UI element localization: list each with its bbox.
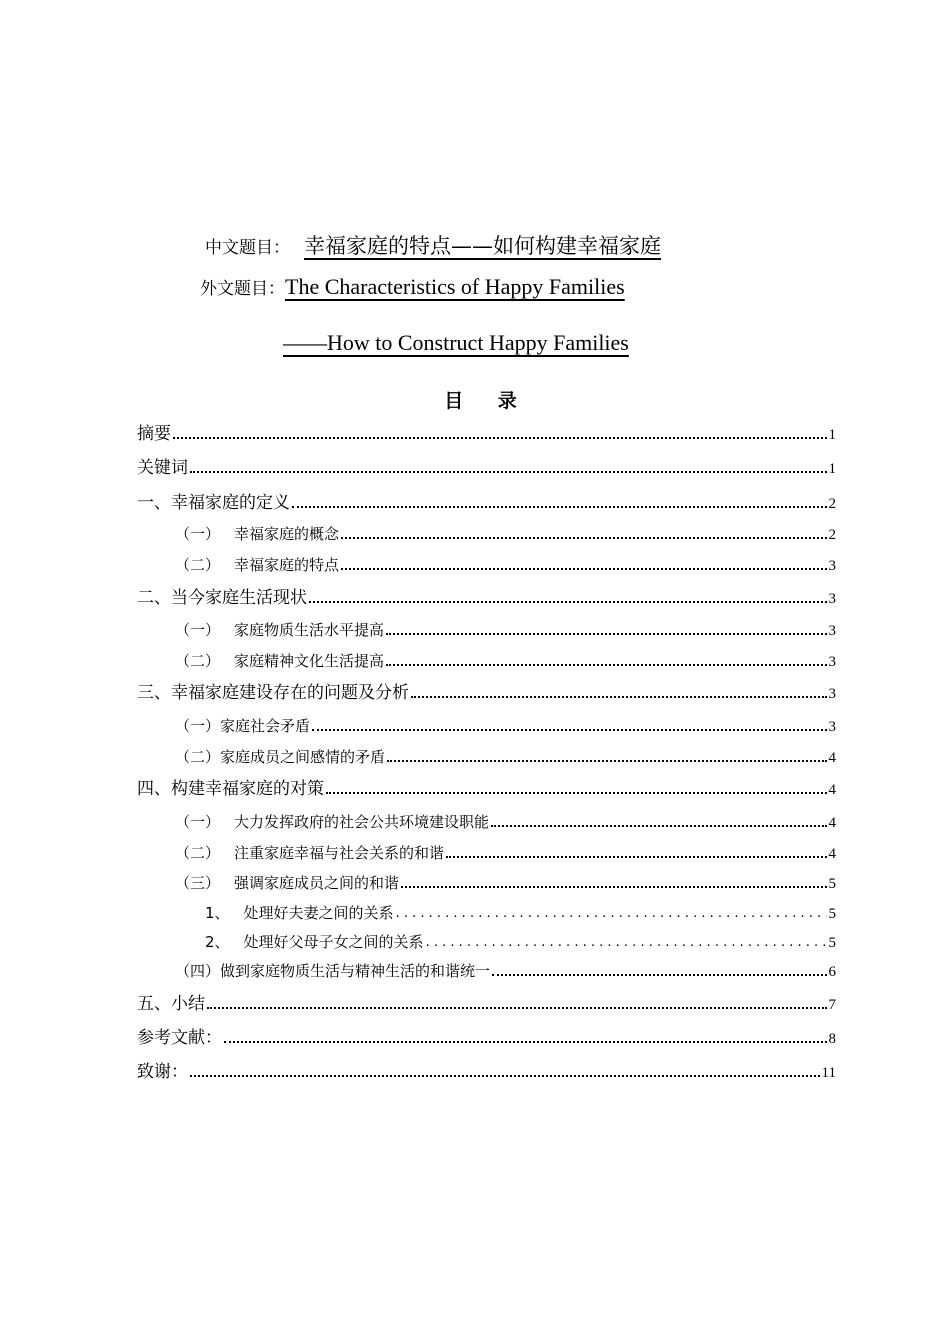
toc-page-number: 11 — [821, 1065, 836, 1081]
toc-entry-title: 强调家庭成员之间的和谐 — [234, 874, 400, 892]
toc-leader — [326, 792, 827, 794]
toc-entry-number: （一） — [175, 621, 221, 639]
toc-entry[interactable] — [175, 743, 836, 767]
toc-entry-number: （三） — [175, 874, 221, 892]
toc-entry-number: （二） — [175, 556, 221, 574]
toc-page-number: 5 — [828, 876, 836, 892]
toc-leader — [312, 729, 826, 731]
toc-leader — [426, 934, 827, 952]
toc-leader — [224, 1041, 827, 1043]
toc-entry-title: 大力发挥政府的社会公共环境建设职能 — [234, 813, 490, 831]
toc-entry-title: 注重家庭幸福与社会关系的和谐 — [234, 844, 445, 862]
toc-entry[interactable] — [175, 520, 836, 544]
toc-page-number: 1 — [828, 461, 836, 477]
toc-leader — [292, 506, 827, 508]
toc-entry[interactable] — [137, 1058, 836, 1082]
english-title-line — [200, 274, 655, 300]
toc-entry-number: （二） — [175, 652, 221, 670]
toc-page-number: 5 — [828, 906, 836, 922]
toc-entry-number: 2、 — [205, 933, 230, 951]
toc-entry-text: 五、小结 — [137, 994, 205, 1014]
toc-page-number: 5 — [828, 935, 836, 951]
toc-entry-number: （二） — [175, 844, 221, 862]
toc-entry[interactable] — [175, 712, 836, 736]
toc-leader — [386, 633, 826, 635]
toc-entry[interactable] — [137, 489, 836, 513]
toc-page-number: 7 — [828, 997, 836, 1013]
toc-page-number: 8 — [828, 1031, 836, 1047]
toc-entry-text: 摘要 — [137, 424, 171, 444]
toc-entry-title: 处理好夫妻之间的关系 — [243, 904, 394, 922]
toc-entry[interactable] — [137, 679, 836, 703]
toc-page-number: 6 — [828, 964, 836, 980]
toc-leader — [190, 471, 827, 473]
english-title-label: 外文题目： — [200, 279, 285, 299]
toc-leader — [492, 974, 826, 976]
toc-entry[interactable] — [175, 808, 836, 832]
toc-entry-text — [175, 619, 384, 640]
english-title-line2: ——How to Construct Happy Families — [283, 330, 629, 355]
toc-leader — [341, 537, 826, 539]
toc-leader — [341, 568, 826, 570]
toc-leader — [446, 856, 826, 858]
toc-leader — [401, 886, 826, 888]
toc-entry-title: 幸福家庭的特点 — [234, 556, 340, 574]
toc-page-number: 3 — [828, 686, 836, 702]
toc-entry-text: （二）家庭成员之间感情的矛盾 — [175, 748, 386, 766]
toc-leader — [173, 437, 827, 439]
toc-page-number: 3 — [828, 719, 836, 735]
toc-page-number: 4 — [828, 846, 836, 862]
toc-entry-number: （一） — [175, 813, 221, 831]
toc-leader — [491, 825, 826, 827]
toc-leader — [309, 601, 827, 603]
toc-entry-text — [175, 650, 384, 671]
toc-entry[interactable] — [137, 420, 836, 444]
toc-entry-text — [175, 811, 489, 832]
toc-entry[interactable] — [137, 454, 836, 478]
chinese-title: 幸福家庭的特点——如何构建幸福家庭 — [304, 234, 661, 258]
chinese-title-line — [205, 230, 673, 260]
toc-entry[interactable] — [137, 775, 836, 799]
toc-entry-text: （一）家庭社会矛盾 — [175, 717, 311, 735]
toc-entry[interactable] — [175, 551, 836, 575]
toc-page-number: 4 — [828, 815, 836, 831]
toc-entry[interactable] — [137, 1024, 836, 1048]
toc-entry-text: 一、幸福家庭的定义 — [137, 493, 290, 513]
toc-entry-number: （一） — [175, 525, 221, 543]
toc-leader — [386, 664, 826, 666]
toc-entry-text: 参考文献： — [137, 1028, 222, 1048]
english-subtitle-line — [283, 330, 659, 356]
toc-entry-number: 1、 — [205, 904, 230, 922]
toc-entry-text — [175, 523, 339, 544]
toc-entry[interactable] — [175, 839, 836, 863]
toc-entry-text: （四）做到家庭物质生活与精神生活的和谐统一 — [175, 962, 491, 980]
toc-page-number: 4 — [828, 782, 836, 798]
toc-page-number: 3 — [828, 623, 836, 639]
toc-entry-title: 幸福家庭的概念 — [234, 525, 340, 543]
toc-entry[interactable] — [175, 869, 836, 893]
toc-heading: 目 录 — [444, 390, 531, 412]
chinese-title-label: 中文题目： — [205, 238, 290, 258]
toc-entry[interactable] — [205, 928, 836, 952]
toc-entry-text — [175, 872, 399, 893]
toc-entry-title: 处理好父母子女之间的关系 — [243, 933, 424, 951]
toc-leader — [396, 905, 827, 923]
toc-page-number: 1 — [828, 427, 836, 443]
toc-entry-text — [205, 902, 394, 923]
toc-leader — [387, 760, 826, 762]
toc-entry-text: 二、当今家庭生活现状 — [137, 588, 307, 608]
toc-entry-title: 家庭物质生活水平提高 — [234, 621, 385, 639]
toc-page-number: 3 — [828, 591, 836, 607]
toc-entry-text — [205, 931, 424, 952]
toc-entry[interactable] — [137, 990, 836, 1014]
toc-entry-text: 四、构建幸福家庭的对策 — [137, 779, 324, 799]
english-title-line1: The Characteristics of Happy Families — [285, 274, 625, 299]
toc-page-number: 4 — [828, 750, 836, 766]
toc-entry[interactable] — [205, 899, 836, 923]
toc-page-number: 2 — [828, 527, 836, 543]
toc-entry-text: 致谢： — [137, 1062, 188, 1082]
toc-entry[interactable] — [175, 957, 836, 981]
toc-entry-text — [175, 842, 444, 863]
toc-entry-title: 家庭精神文化生活提高 — [234, 652, 385, 670]
toc-leader — [207, 1007, 827, 1009]
toc-entry[interactable] — [175, 616, 836, 640]
toc-page-number: 2 — [828, 496, 836, 512]
toc-page-number: 3 — [828, 654, 836, 670]
toc-page-number: 3 — [828, 558, 836, 574]
toc-entry-text — [175, 554, 339, 575]
toc-entry[interactable] — [175, 647, 836, 671]
toc-entry-text: 三、幸福家庭建设存在的问题及分析 — [137, 683, 409, 703]
toc-entry-text: 关键词 — [137, 458, 188, 478]
toc-leader — [411, 696, 827, 698]
toc-entry[interactable] — [137, 584, 836, 608]
toc-leader — [190, 1075, 820, 1077]
